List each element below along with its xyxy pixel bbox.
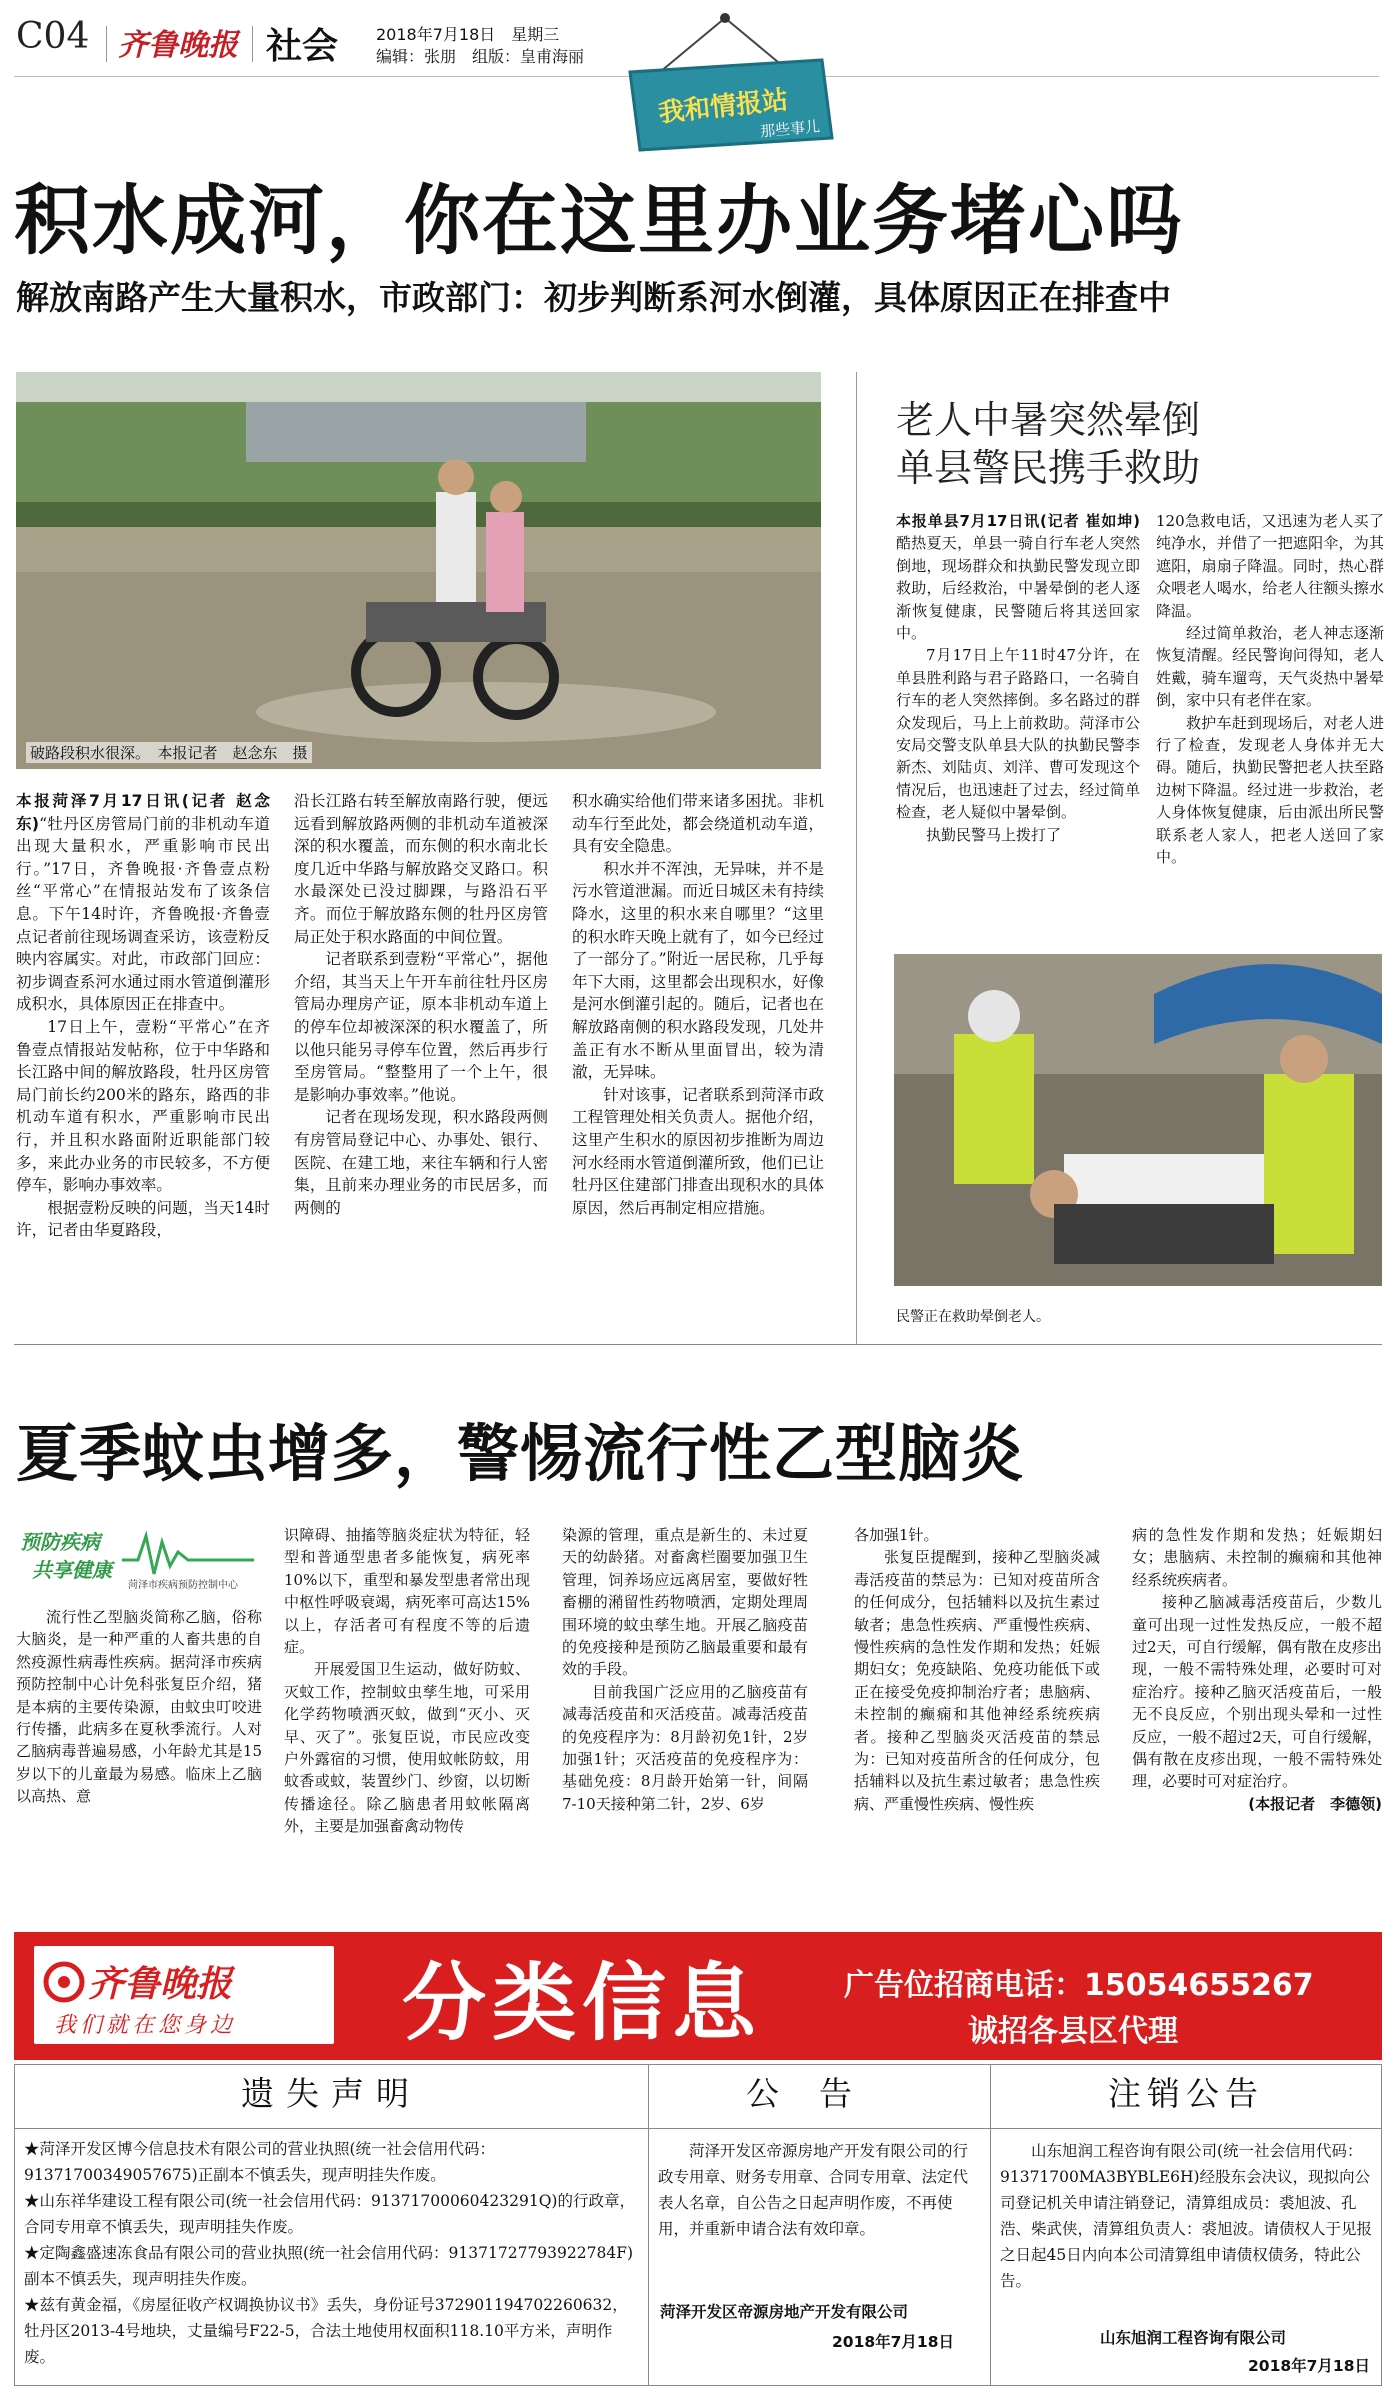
story1-dateline: 本报菏泽7月17日讯(记者 赵念东) — [16, 792, 270, 833]
story3-column-1: 流行性乙型脑炎简称乙脑，俗称大脑炎，是一种严重的人畜共患的自然疫源性病毒性疾病。据菏泽市疾病预防控制中心计免科张复臣介绍，猪是本病的主要传染源，由蚊虫叮咬进行传播，此病多在夏秋季流行。人对乙脑病毒普遍易感，小年龄尤其是15岁以下的儿童最为易感。临床上乙脑以高热、意 — [16, 1608, 262, 1806]
issue-date: 2018年7月18日 星期三 — [376, 25, 560, 44]
public-notice-body: 菏泽开发区帝源房地产开发有限公司的行政专用章、财务专用章、合同专用章、法定代表人名章，自公告之日起声明作废，不再使用，并重新申请合法有效印章。 — [658, 2142, 969, 2238]
story1-subhead: 解放南路产生大量积水，市政部门：初步判断系河水倒灌，具体原因正在排查中 — [16, 278, 1171, 317]
page-number: C04 — [16, 16, 90, 57]
banner-phone: 广告位招商电话：15054655267 — [844, 1968, 1314, 2003]
lost-notice-list — [24, 2136, 638, 2370]
lost-item: ★定陶鑫盛速冻食品有限公司的营业执照(统一社会信用代码：91371727793922784F)副本不慎丢失，现声明挂失作废。 — [24, 2244, 633, 2288]
story2-headline-line2: 单县警民携手救助 — [896, 446, 1201, 490]
health-logo — [18, 1522, 260, 1600]
public-notice-signer: 菏泽开发区帝源房地产开发有限公司 — [660, 2303, 909, 2321]
story3-column-2: 识障碍、抽搐等脑炎症状为特征，轻型和普通型患者多能恢复，病死率10%以下，重型和暴发型患者常出现中枢性呼吸衰竭，病死率可高达15%以上，存活者可有程度不等的后遗症。 开展爱国卫生运动，做好防蚊、灭蚊工作，控制蚊虫孳生地，可采用化学药物喷洒灭蚊，做到“灭小、灭早、灭了”。张复臣说，市民应改变户外露宿的习惯，使用蚊帐防蚊，用蚊香或蚊，装置纱门、纱窗，以切断传播途径。除乙脑患者用蚊帐隔离外，主要是加强畜禽动物传 — [284, 1526, 530, 1836]
flood-photo-caption: 破路段积水很深。 本报记者 赵念东 摄 — [26, 742, 312, 763]
rescue-photo-caption: 民警正在救助晕倒老人。 — [896, 1309, 1050, 1325]
health-logo-org: 菏泽市疾病预防控制中心 — [128, 1580, 238, 1591]
story2-column-1: 本报单县7月17日讯(记者 崔如坤)酷热夏天，单县一骑自行车老人突然倒地，现场群众和执勤民警发现立即救助，后经救治，中暑晕倒的老人逐渐恢复健康，民警随后将其送回家中。 7月17日上午11时47分许，在单县胜利路与君子路路口，一名骑自行车的老人突然摔倒。多名路过的群众发现后，马上上前救助。菏泽市公安局交警支队单县大队的执勤民警李新杰、刘陆贞、刘洋、曹可发现这个情况后，也迅速赶了过去，经过简单检查，老人疑似中暑晕倒。 执勤民警马上拨打了 — [896, 512, 1140, 844]
police-helping-elderly-picture — [894, 954, 1382, 1286]
story1-column-2: 沿长江路右转至解放南路行驶，便远远看到解放路两侧的非机动车道被深深的积水覆盖，而东侧的积水南北长度几近中华路与解放路交叉路口。积水最深处已没过脚踝，与路沿石平齐。而位于解放路东侧的牡丹区房管局正处于积水路面的中间位置。 记者联系到壹粉“平常心”，据他介绍，其当天上午开车前往牡丹区房管局办理房产证，原本非机动车道上的停车位却被深深的积水覆盖了，所以他只能另寻停车位置，然后再步行至房管局。“整整用了一个上午，很是影响办事效率。”他说。 记者在现场发现，积水路段两侧有房管局登记中心、办事处、银行、医院、在建工地，来往车辆和行人密集，且前来办理业务的市民居多，而两侧的 — [294, 792, 548, 1217]
cancel-notice-title: 注销公告 — [1108, 2074, 1264, 2113]
banner-brand — [34, 1946, 334, 2044]
story3-column-3: 染源的管理，重点是新生的、未过夏天的幼龄猪。对畜禽栏圈要加强卫生管理，饲养场应远离居室，要做好牲畜棚的潲留性药物喷洒，定期处理周围环境的蚊虫孳生地。开展乙脑疫苗的免疫接种是预防乙脑最重要和最有效的手段。 目前我国广泛应用的乙脑疫苗有减毒活疫苗和灭活疫苗。减毒活疫苗的免疫程序为：8月龄初免1针，2岁加强1针；灭活疫苗的免疫程序为：基础免疫：8月龄开始第一针，间隔7-10天接种第二针，2岁、6岁 — [562, 1526, 808, 1813]
paper-logo: 齐鲁晚报 — [118, 28, 238, 63]
editor-line: 编辑：张朋 组版：皇甫海丽 — [376, 47, 585, 66]
lost-item: ★兹有黄金福，《房屋征收产权调换协议书》丢失，身份证号372901194702260632，牡丹区2013-4号地块，丈量编号F22-5，合法土地使用权面积118.10平方米，声明作废。 — [24, 2296, 628, 2366]
section-name: 社会 — [266, 26, 339, 67]
story1-column-3: 积水确实给他们带来诸多困扰。非机动车行至此处，都会绕道机动车道，具有安全隐患。 积水并不浑浊，无异味，并不是污水管道泄漏。而近日城区未有持续降水，这里的积水来自哪里？“这里的积水昨天晚上就有了，如今已经过了一部分了。”附近一居民称，几乎每年下大雨，这里都会出现积水，好像是河水倒灌引起的。随后，记者也在解放路南侧的积水路段发现，几处井盖正有水不断从里面冒出，较为清澈，无异味。 针对该事，记者联系到菏泽市政工程管理处相关负责人。据他介绍，这里产生积水的原因初步推断为周边河水经雨水管道倒灌所致，他们已让牡丹区住建部门排查出现积水的具体原因，然后再制定相应措施。 — [572, 792, 824, 1217]
health-logo-text-2: 共享健康 — [32, 1558, 112, 1582]
story3-column-5: 病的急性发作期和发热；妊娠期妇女；患脑病、未控制的癫痫和其他神经系统疾病者。 接种乙脑减毒活疫苗后，少数儿童可出现一过性发热反应，一般不超过2天，可自行缓解，偶有散在皮疹出现，一般不需特殊处理，必要时可对症治疗。接种乙脑灭活疫苗后，一般无不良反应，个别出现头晕和一过性反应，一般不超过2天，可自行缓解，偶有散在皮疹出现，一般不需特殊处理，必要时可对症治疗。 (本报记者 李德领) — [1132, 1526, 1382, 1813]
banner-agent: 诚招各县区代理 — [968, 2014, 1178, 2049]
badge-subtitle: 那些事儿 — [759, 117, 821, 141]
public-notice-title: 公告 — [746, 2074, 892, 2113]
story1-headline: 积水成河，你在这里办业务堵心吗 — [14, 176, 1184, 265]
banner-slogan: 我们就在您身边 — [54, 2013, 237, 2038]
health-logo-text-1: 预防疾病 — [20, 1530, 100, 1554]
story3-column-4: 各加强1针。 张复臣提醒到，接种乙型脑炎减毒活疫苗的禁忌为：已知对疫苗所含的任何成分，包括辅料以及抗生素过敏者；患急性疾病、严重慢性疾病、慢性疾病的急性发作期和发热；妊娠期妇女；免疫缺陷、免疫功能低下或正在接受免疫抑制治疗者；患脑病、未控制的癫痫和其他神经系统疾病者。接种乙型脑炎灭活疫苗的禁忌为：已知对疫苗所含的任何成分，包括辅料以及抗生素过敏者；患急性疾病、严重慢性疾病、慢性疾 — [854, 1526, 1100, 1813]
banner-title: 分类信息 — [402, 1954, 763, 2052]
lost-item: ★菏泽开发区博今信息技术有限公司的营业执照(统一社会信用代码：91371700349057675)正副本不慎丢失，现声明挂失作废。 — [24, 2140, 496, 2184]
cancel-notice-date: 2018年7月18日 — [1248, 2357, 1370, 2375]
story3-byline: (本报记者 李德领) — [1248, 1794, 1382, 1813]
rescue-photo — [894, 954, 1382, 1286]
story2-column-2: 120急救电话，又迅速为老人买了纯净水，并借了一把遮阳伞，为其遮阳，扇扇子降温。同时，热心群众喂老人喝水，给老人往额头擦水降温。 经过简单救治，老人神志逐渐恢复清醒。经民警询问得知，老人姓戴，骑车遛弯，天气炎热中暑晕倒，家中只有老伴在家。 救护车赶到现场后，对老人进行了检查，发现老人身体并无大碍。随后，执勤民警把老人扶至路边树下降温。经过进一步救治，老人身体恢复健康，后由派出所民警联系老人家人，把老人送回了家中。 — [1156, 512, 1384, 867]
cancel-notice-body: 山东旭润工程咨询有限公司(统一社会信用代码：91371700MA3BYBLE6H)经股东会决议，现拟向公司登记机关申请注销登记，清算组成员：裘旭波、孔浩、柴武侠，清算组负责人：裘旭波。请债权人于见报之日起45日内向本公司清算组申请债权债务，特此公告。 — [1000, 2142, 1373, 2290]
story2-dateline: 本报单县7月17日讯(记者 崔如坤) — [896, 512, 1140, 530]
flood-photo — [16, 372, 821, 769]
story2-headline-line1: 老人中暑突然晕倒 — [896, 398, 1201, 442]
paper-emblem-icon — [42, 1960, 86, 2004]
banner-brand-name: 齐鲁晚报 — [88, 1963, 233, 2005]
cancel-notice-signer: 山东旭润工程咨询有限公司 — [1100, 2329, 1287, 2347]
badge-title: 我和情报站 — [657, 85, 790, 129]
flooded-road-picture — [16, 372, 821, 769]
story1-column-1: 本报菏泽7月17日讯(记者 赵念东)“牡丹区房管局门前的非机动车道出现大量积水，严重影响市民出行。”17日，齐鲁晚报·齐鲁壹点粉丝“平常心”在情报站发布了该条信息。下午14时许，齐鲁晚报·齐鲁壹点记者前往现场调查采访，该壹粉反映内容属实。对此，市政部门回应：初步调查系河水通过雨水管道倒灌形成积水，具体原因正在排查中。 17日上午，壹粉“平常心”在齐鲁壹点情报站发帖称，位于中华路和长江路中间的解放路段，牡丹区房管局门前长约200米的路东，路西的非机动车道有积水，严重影响市民出行，并且积水路面附近职能部门较多，来此办业务的市民较多，不方便停车，影响办事效率。 根据壹粉反映的问题，当天14时许，记者由华夏路段， — [16, 792, 270, 1240]
public-notice-date: 2018年7月18日 — [832, 2333, 954, 2351]
story2-headline — [896, 396, 1200, 492]
lost-item: ★山东祥华建设工程有限公司(统一社会信用代码：91371700060423291Q)的行政章，合同专用章不慎丢失，现声明挂失作废。 — [24, 2192, 635, 2236]
lost-notice-title: 遗失声明 — [241, 2074, 421, 2113]
classified-banner — [14, 1932, 1382, 2060]
story3-headline: 夏季蚊虫增多，警惕流行性乙型脑炎 — [16, 1417, 1025, 1490]
column-badge — [600, 10, 850, 160]
